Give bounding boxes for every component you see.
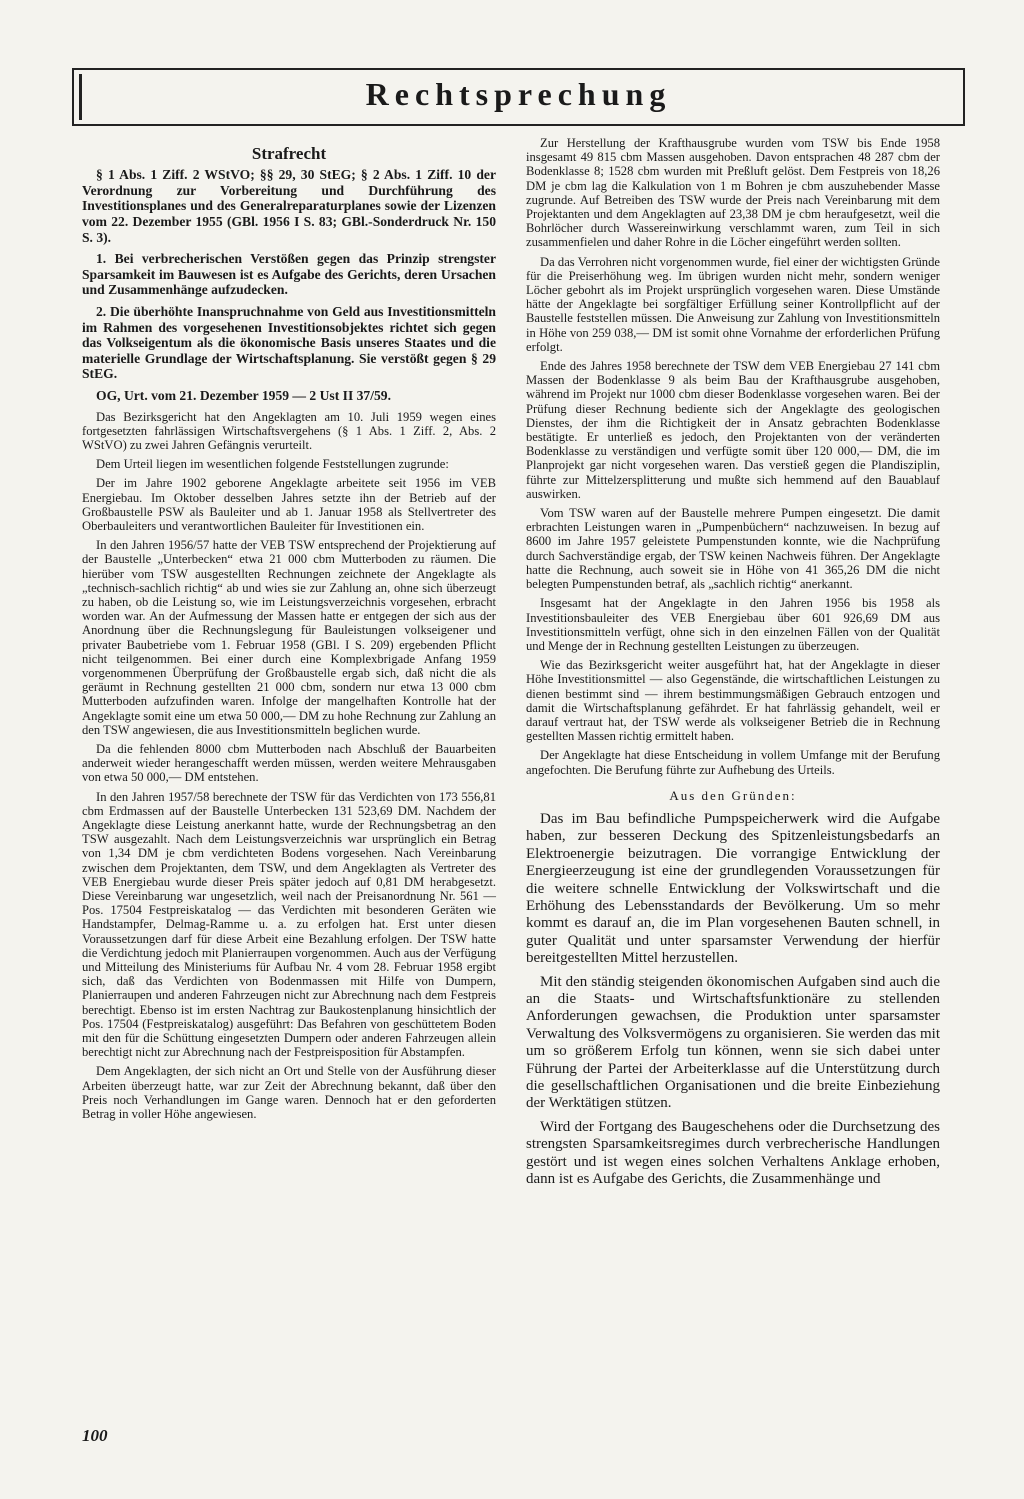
paragraph: Da die fehlenden 8000 cbm Mutterboden nach Abschluß der Bauarbeiten anderweit wieder herangeschafft werden müssen, werden weitere Mehrausgaben von etwa 50 000,— DM entstehen. — [82, 741, 496, 785]
paragraph: Der Angeklagte hat diese Entscheidung in vollem Umfange mit der Berufung angefochten. Die Berufung führte zur Aufhebung des Urteils. — [526, 748, 940, 777]
paragraph: Ende des Jahres 1958 berechnete der TSW dem VEB Energiebau 27 141 cbm Massen der Bodenklasse 9 als beim Bau der Krafthausgrube ausgehoben, während im Projekt nur 1000 cbm dieser Bodenklasse vorgesehen waren. Bei der Prüfung dieser Rechnung bediente sich der Angeklagte des geologischen Dienstes, der ihm die Richtigkeit der in Ansatz gebrachten Bodenklasse bestätigte. Er unterließ es jedoch, den Projektanten von der veränderten Bodenklasse zu verständigen und verfügte somit über 120 000,— DM, die im Planprojekt gar nicht vorgesehen waren. Das verstieß gegen die Plandisziplin, führte zur Mittelzersplitterung und mußte sich hemmend auf den Bauablauf auswirken. — [526, 359, 940, 501]
legal-citation: § 1 Abs. 1 Ziff. 2 WStVO; §§ 29, 30 StEG; § 2 Abs. 1 Ziff. 10 der Verordnung zur Vorbereitung und Durchführung des Investitionsplanes und des Generalreparaturplanes sowie der Lizenzen vom 22. Dezember 1955 (GBl. 1956 I S. 83; GBl.-Sonderdruck Nr. 150 S. 3). — [82, 167, 496, 245]
left-column — [82, 140, 496, 1126]
right-column — [526, 136, 940, 1194]
paragraph: Dem Urteil liegen im wesentlichen folgende Feststellungen zugrunde: — [96, 457, 449, 472]
paragraph: Dem Angeklagten, der sich nicht an Ort und Stelle von der Ausführung dieser Arbeiten überzeugt hatte, war zur Zeit der Abrechnung bekannt, daß über den Preis noch Verhandlungen im Gange waren. Dennoch hat er den geforderten Betrag in voller Höhe angewiesen. — [82, 1064, 496, 1122]
paragraph: Das im Bau befindliche Pumpspeicherwerk wird die Aufgabe haben, zur besseren Deckung des Spitzenleistungsbedarfs an Elektroenergie beizutragen. Die vorrangige Entwicklung der Energieerzeugung ist eine der grundlegenden Voraussetzungen für die weitere schnelle Entwicklung der Volkswirtschaft und die Erhöhung des Lebensstandards der Bevölkerung. Um so mehr kommt es darauf an, die im Plan vorgesehenen Bauten schnell, in guter Qualität und unter sparsamster Verwendung der hierfür bereitgestellten Mittel herzustellen. — [526, 810, 940, 967]
section-title: Strafrecht — [251, 144, 327, 163]
paragraph: Wie das Bezirksgericht weiter ausgeführt hat, hat der Angeklagte in dieser Höhe Investitionsmittel — also Gegenstände, die wirtschaftlichen Leistungen zu dienen bestimmt sind — ihrem bestimmungsmäßigen Gebrauch entzogen und damit die Wirtschaftsplanung gefährdet. Er hat fahrlässig gehandelt, weil er darauf vertraut hat, der TSW werde als volkseigener Betrieb die in Rechnung gestellten Massen richtig ermittelt haben. — [526, 658, 940, 744]
paragraph: Mit den ständig steigenden ökonomischen Aufgaben sind auch die an die Staats- und Wirtschaftsfunktionäre zu stellenden Anforderungen gewachsen, die Produktion unter sparsamster Verwaltung des Volksvermögens zu organisieren. Sie werden das mit um so größerem Erfolg tun können, wenn sie sich dabei unter Führung der Partei der Arbeiterklasse auf die Unterstützung durch die gesellschaftlichen Organisationen und die breite Einbeziehung der Werktätigen stützen. — [526, 973, 940, 1112]
paragraph: Zur Herstellung der Krafthausgrube wurden vom TSW bis Ende 1958 insgesamt 49 815 cbm Massen ausgehoben. Davon entsprachen 48 287 cbm der Bodenklasse 8; 1528 cbm wurden mit Preßluft gelöst. Dem Festpreis von 18,26 DM je cbm lag die Kalkulation von 1 m Bohren je cbm auszuhebender Masse zugrunde. Auf Betreiben des TSW wurde der Preis nach Vereinbarung mit dem Projektanten und dem Angeklagten auf 23,38 DM je cbm heraufgesetzt, weil die Bohrlöcher durch Wassereinwirkung verschlammt waren, zum Teil in sich zusammenfielen und daher Rohre in die Löcher eingeführt werden sollten. — [526, 136, 940, 250]
paragraph: Insgesamt hat der Angeklagte in den Jahren 1956 bis 1958 als Investitionsbauleiter des VEB Energiebau über 601 926,69 DM aus Investitionsmitteln verfügt, ohne sich in den einzelnen Fällen von der Qualität und Menge der in Rechnung gestellten Leistungen zu überzeugen. — [526, 596, 940, 653]
page-number: 100 — [82, 1426, 108, 1445]
paragraph: Vom TSW waren auf der Baustelle mehrere Pumpen eingesetzt. Die damit erbrachten Leistungen waren in „Pumpenbüchern“ nachzuweisen. In bezug auf 8600 im Jahre 1957 geleistete Pumpenstunden konnte, wie die Nachprüfung durch Sachverständige ergab, der TSW keinen Nachweis führen. Der Angeklagte hatte die Rechnung, auch soweit sie in Höhe von 41 365,26 DM die nicht belegten Pumpenstunden betraf, als „sachlich richtig“ anerkannt. — [526, 506, 940, 592]
headnote-2: 2. Die überhöhte Inanspruchnahme von Geld aus Investitionsmitteln im Rahmen des vorgesehenen Investitionsobjektes richtet sich gegen das Volkseigentum als die ökonomische Basis unseres Staates und die materielle Grundlage der Wirtschaftsplanung. Sie verstößt gegen § 29 StEG. — [82, 303, 496, 382]
reasons-text — [526, 811, 940, 1189]
header-box — [72, 68, 965, 126]
paragraph: Das Bezirksgericht hat den Angeklagten am 10. Juli 1959 wegen eines fortgesetzten fahrlässigen Wirtschaftsvergehens (§ 1 Abs. 1 Ziff. 2, Abs. 2 WStVO) zu zwei Jahren Gefängnis verurteilt. — [82, 409, 496, 452]
paragraph: In den Jahren 1957/58 berechnete der TSW für das Verdichten von 173 556,81 cbm Erdmassen auf der Baustelle Unterbecken 131 523,69 DM. Nachdem der Angeklagte diese Leistung anerkannt hatte, wurde der Rechnungsbetrag an den TSW ausgezahlt. Nach dem Leistungsverzeichnis war ursprünglich ein Betrag von 1,34 DM je cbm verdichteten Bodens vorgesehen. Nach Vereinbarung zwischen dem Projektanten, dem TSW, und dem Angeklagten als Vertreter des VEB Energiebau wurde dieser Preis später jedoch auf 0,81 DM herabgesetzt. Diese Vereinbarung war ungesetzlich, weil nach der Preisanordnung Nr. 561 — Pos. 17504 Festpreiskatalog — das Verdichten mit besonderen Geräten wie Handstampfer, Delmag-Ramme u. a. zu erfolgen hat. Erst unter diesen Voraussetzungen darf für diese Arbeit eine Bezahlung erfolgen. Der TSW hatte die Verdichtung jedoch mit Planierraupen vorgenommen. Auch aus der Verfügung und Mitteilung des Ministeriums für Aufbau Nr. 4 vom 28. Februar 1958 ergibt sich, daß das Verdichten von Bodenmassen mit Hilfe von Dumpern, Planierraupen und anderen Fahrzeugen nicht zur Abrechnung nach dem Festpreis berechtigt. Ebenso ist im ersten Nachtrag zur Baukostenplanung hinsichtlich der Pos. 17504 (Festpreiskatalog) ausgeführt: Das Befahren von geschüttetem Boden mit den für die Schüttung eingesetzten Dumpern oder anderen Fahrzeugen allein berechtigt nicht zur Abrechnung nach der Festpreisposition für Abstampfen. — [82, 789, 496, 1060]
paragraph: In den Jahren 1956/57 hatte der VEB TSW entsprechend der Projektierung auf der Baustelle „Unterbecken“ etwa 21 000 cbm Mutterboden zu räumen. Die hierüber vom TSW ausgestellten Rechnungen zeichnete der Angeklagte als „technisch-sachlich richtig“ ab und wies sie zur Zahlung an, ohne sich überzeugt zu haben, ob die Leistung so, wie im Leistungsverzeichnis vorgesehen, erbracht worden war. An der Aufmessung der Massen hatte er entgegen der sich aus der Anordnung über die Rechnungslegung für Bauleistungen volkseigener und privater Baubetriebe vom 1. Februar 1958 (GBl. I S. 209) ergebenden Pflicht nicht teilgenommen. Bei einer durch eine Komplexbrigade Anfang 1959 vorgenommenen Überprüfung der Großbaustelle ergab sich, daß nicht die als geräumt in Rechnung gestellten 21 000 cbm, sondern nur etwa 13 000 cbm Mutterboden aufzufinden waren. Infolge der mangelhaften Kontrolle hat der Angeklagte somit eine um etwa 50 000,— DM zu hohe Rechnung zur Zahlung an den TSW angewiesen, die aus Investitionsmitteln beglichen wurde. — [82, 538, 496, 737]
paragraph: Der im Jahre 1902 geborene Angeklagte arbeitete seit 1956 im VEB Energiebau. Im Oktober desselben Jahres setzte ihn der Betrieb auf der Großbaustelle PSW als Bauleiter und ab 1. Januar 1958 als Stellvertreter des Oberbauleiters und verantwortlichen Bauleiter für Investitionen ein. — [82, 476, 496, 533]
reasons-heading: Aus den Gründen: — [669, 787, 797, 803]
headnote-1: 1. Bei verbrecherischen Verstößen gegen das Prinzip strengster Sparsamkeit im Bauwesen ist es Aufgabe des Gerichts, deren Ursachen und Zusammenhänge aufzudecken. — [82, 251, 496, 298]
page-title: Rechtsprechung — [365, 76, 672, 112]
paragraph: Da das Verrohren nicht vorgenommen wurde, fiel einer der wichtigsten Gründe für die Preiserhöhung weg. Im übrigen wurden nicht mehr, sondern weniger Löcher gebohrt als im Projekt ursprünglich vorgesehen waren. Diese Umstände hätte der Angeklagte bei sorgfältiger Erfüllung seiner Kontrollpflicht auf der Baustelle feststellen müssen. Die Anweisung zur Zahlung von Investitionsmitteln in Höhe von 259 038,— DM ist somit ohne Vornahme der erforderlichen Prüfung erfolgt. — [526, 254, 940, 354]
paragraph: Wird der Fortgang des Baugeschehens oder die Durchsetzung des strengsten Sparsamkeitsregimes durch verbrecherische Handlungen gestört und ist wegen eines solchen Verhaltens Anklage erhoben, dann ist es Aufgabe des Gerichts, die Zusammenhänge und — [526, 1118, 940, 1188]
court-reference: OG, Urt. vom 21. Dezember 1959 — 2 Ust II 37/59. — [96, 387, 391, 403]
